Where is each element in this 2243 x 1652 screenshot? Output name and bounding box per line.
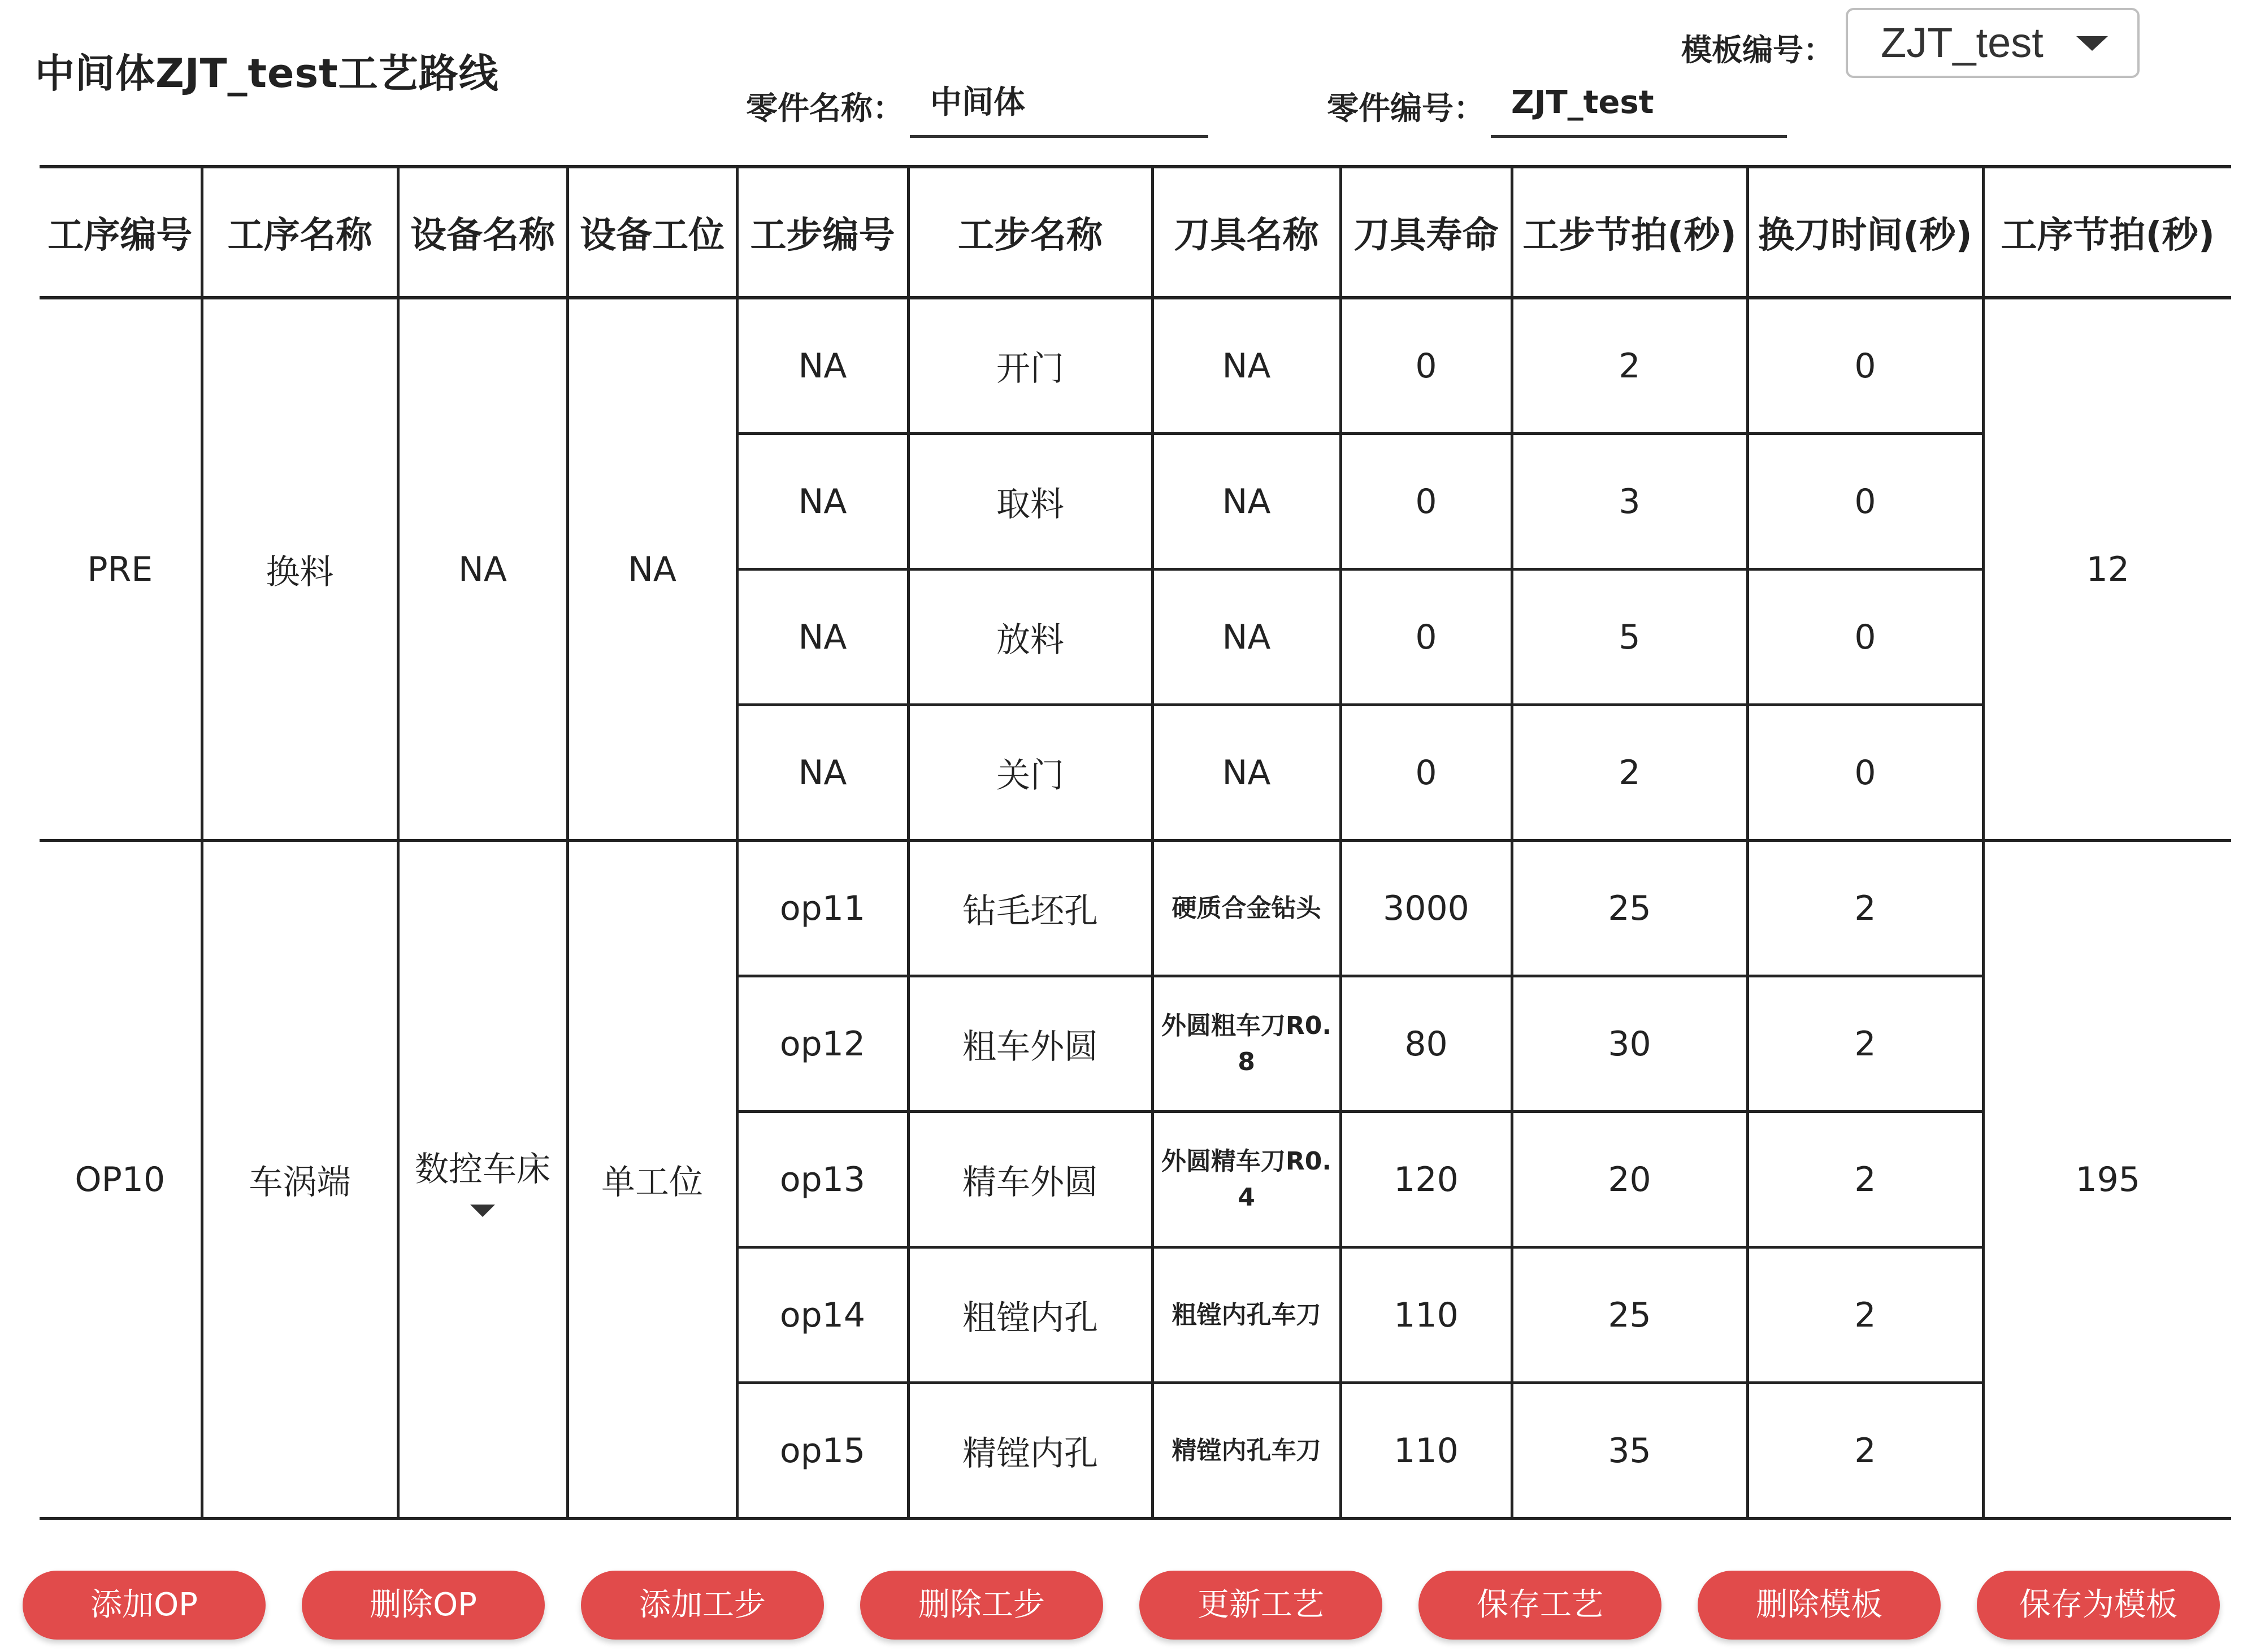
op-takt-cell: 12 bbox=[1983, 298, 2231, 841]
col-header: 工序名称 bbox=[202, 167, 398, 298]
part-name-label: 零件名称： bbox=[746, 90, 904, 127]
tool-change-cell[interactable]: 2 bbox=[1747, 1383, 1983, 1519]
table-header-row bbox=[40, 167, 2231, 298]
equipment-value: 数控车床 bbox=[415, 1149, 550, 1189]
col-header: 换刀时间(秒) bbox=[1747, 167, 1983, 298]
save-process-button[interactable]: 保存工艺 bbox=[1418, 1571, 1661, 1640]
col-header: 刀具寿命 bbox=[1340, 167, 1512, 298]
step-takt-cell[interactable]: 30 bbox=[1512, 976, 1747, 1112]
tool-cell[interactable]: 外圆粗车刀R0.8 bbox=[1152, 976, 1340, 1112]
step-no-cell[interactable]: op13 bbox=[737, 1112, 908, 1247]
tool-change-cell[interactable]: 2 bbox=[1747, 841, 1983, 976]
tool-cell[interactable]: 外圆精车刀R0.4 bbox=[1152, 1112, 1340, 1247]
table-row[interactable] bbox=[40, 841, 2231, 976]
tool-life-cell[interactable]: 110 bbox=[1340, 1383, 1512, 1519]
tool-life-cell[interactable]: 0 bbox=[1340, 569, 1512, 705]
step-no-cell[interactable]: NA bbox=[737, 298, 908, 434]
tool-change-cell[interactable]: 2 bbox=[1747, 976, 1983, 1112]
step-takt-cell[interactable]: 25 bbox=[1512, 1247, 1747, 1383]
step-no-cell[interactable]: NA bbox=[737, 569, 908, 705]
step-name-cell[interactable]: 关门 bbox=[908, 705, 1152, 841]
col-header: 工序节拍(秒) bbox=[1983, 167, 2231, 298]
step-takt-cell[interactable]: 2 bbox=[1512, 298, 1747, 434]
col-header: 工步名称 bbox=[908, 167, 1152, 298]
tool-cell[interactable]: 硬质合金钻头 bbox=[1152, 841, 1340, 976]
save-as-template-button[interactable]: 保存为模板 bbox=[1977, 1571, 2220, 1640]
op-no-cell[interactable]: PRE bbox=[40, 298, 202, 841]
equipment-select-cell[interactable] bbox=[398, 841, 567, 1519]
step-takt-cell[interactable]: 5 bbox=[1512, 569, 1747, 705]
col-header: 工步编号 bbox=[737, 167, 908, 298]
step-no-cell[interactable]: op12 bbox=[737, 976, 908, 1112]
tool-change-cell[interactable]: 0 bbox=[1747, 434, 1983, 569]
step-name-cell[interactable]: 开门 bbox=[908, 298, 1152, 434]
process-route-table bbox=[40, 165, 2231, 1520]
action-bar bbox=[23, 1571, 2227, 1644]
step-takt-cell[interactable]: 20 bbox=[1512, 1112, 1747, 1247]
template-select-value: ZJT_test bbox=[1881, 19, 2044, 66]
col-header: 刀具名称 bbox=[1152, 167, 1340, 298]
step-name-cell[interactable]: 精镗内孔 bbox=[908, 1383, 1152, 1519]
step-no-cell[interactable]: op11 bbox=[737, 841, 908, 976]
tool-change-cell[interactable]: 2 bbox=[1747, 1112, 1983, 1247]
tool-life-cell[interactable]: 0 bbox=[1340, 705, 1512, 841]
add-op-button[interactable]: 添加OP bbox=[23, 1571, 266, 1640]
tool-cell[interactable]: NA bbox=[1152, 569, 1340, 705]
op-takt-cell: 195 bbox=[1983, 841, 2231, 1519]
tool-life-cell[interactable]: 80 bbox=[1340, 976, 1512, 1112]
template-label: 模板编号： bbox=[1681, 32, 1834, 68]
tool-change-cell[interactable]: 0 bbox=[1747, 705, 1983, 841]
step-no-cell[interactable]: NA bbox=[737, 705, 908, 841]
tool-change-cell[interactable]: 0 bbox=[1747, 298, 1983, 434]
tool-cell[interactable]: 粗镗内孔车刀 bbox=[1152, 1247, 1340, 1383]
tool-life-cell[interactable]: 110 bbox=[1340, 1247, 1512, 1383]
chevron-down-icon[interactable] bbox=[470, 1205, 495, 1217]
table-row[interactable] bbox=[40, 298, 2231, 434]
part-name-field[interactable]: 中间体 bbox=[910, 76, 1208, 138]
update-process-button[interactable]: 更新工艺 bbox=[1139, 1571, 1382, 1640]
col-header: 设备名称 bbox=[398, 167, 567, 298]
col-header: 工序编号 bbox=[40, 167, 202, 298]
step-name-cell[interactable]: 粗镗内孔 bbox=[908, 1247, 1152, 1383]
step-name-cell[interactable]: 粗车外圆 bbox=[908, 976, 1152, 1112]
step-no-cell[interactable]: NA bbox=[737, 434, 908, 569]
tool-life-cell[interactable]: 120 bbox=[1340, 1112, 1512, 1247]
tool-cell[interactable]: NA bbox=[1152, 298, 1340, 434]
tool-cell[interactable]: NA bbox=[1152, 434, 1340, 569]
template-select[interactable] bbox=[1846, 8, 2140, 78]
station-cell[interactable]: NA bbox=[567, 298, 737, 841]
delete-op-button[interactable]: 删除OP bbox=[302, 1571, 545, 1640]
op-name-cell[interactable]: 换料 bbox=[202, 298, 398, 841]
delete-template-button[interactable]: 删除模板 bbox=[1698, 1571, 1941, 1640]
step-name-cell[interactable]: 钻毛坯孔 bbox=[908, 841, 1152, 976]
tool-life-cell[interactable]: 3000 bbox=[1340, 841, 1512, 976]
step-takt-cell[interactable]: 2 bbox=[1512, 705, 1747, 841]
col-header: 设备工位 bbox=[567, 167, 737, 298]
station-cell[interactable]: 单工位 bbox=[567, 841, 737, 1519]
chevron-down-icon[interactable] bbox=[2076, 36, 2108, 51]
tool-cell[interactable]: NA bbox=[1152, 705, 1340, 841]
delete-step-button[interactable]: 删除工步 bbox=[860, 1571, 1103, 1640]
page-title: 中间体ZJT_test工艺路线 bbox=[35, 50, 499, 97]
tool-change-cell[interactable]: 0 bbox=[1747, 569, 1983, 705]
step-name-cell[interactable]: 精车外圆 bbox=[908, 1112, 1152, 1247]
step-no-cell[interactable]: op15 bbox=[737, 1383, 908, 1519]
step-name-cell[interactable]: 取料 bbox=[908, 434, 1152, 569]
tool-life-cell[interactable]: 0 bbox=[1340, 434, 1512, 569]
step-takt-cell[interactable]: 3 bbox=[1512, 434, 1747, 569]
step-name-cell[interactable]: 放料 bbox=[908, 569, 1152, 705]
tool-change-cell[interactable]: 2 bbox=[1747, 1247, 1983, 1383]
step-no-cell[interactable]: op14 bbox=[737, 1247, 908, 1383]
col-header: 工步节拍(秒) bbox=[1512, 167, 1747, 298]
step-takt-cell[interactable]: 35 bbox=[1512, 1383, 1747, 1519]
op-no-cell[interactable]: OP10 bbox=[40, 841, 202, 1519]
add-step-button[interactable]: 添加工步 bbox=[581, 1571, 824, 1640]
tool-life-cell[interactable]: 0 bbox=[1340, 298, 1512, 434]
part-no-field[interactable]: ZJT_test bbox=[1491, 76, 1787, 138]
part-no-label: 零件编号： bbox=[1327, 90, 1485, 127]
tool-cell[interactable]: 精镗内孔车刀 bbox=[1152, 1383, 1340, 1519]
equipment-cell[interactable]: NA bbox=[398, 298, 567, 841]
step-takt-cell[interactable]: 25 bbox=[1512, 841, 1747, 976]
op-name-cell[interactable]: 车涡端 bbox=[202, 841, 398, 1519]
